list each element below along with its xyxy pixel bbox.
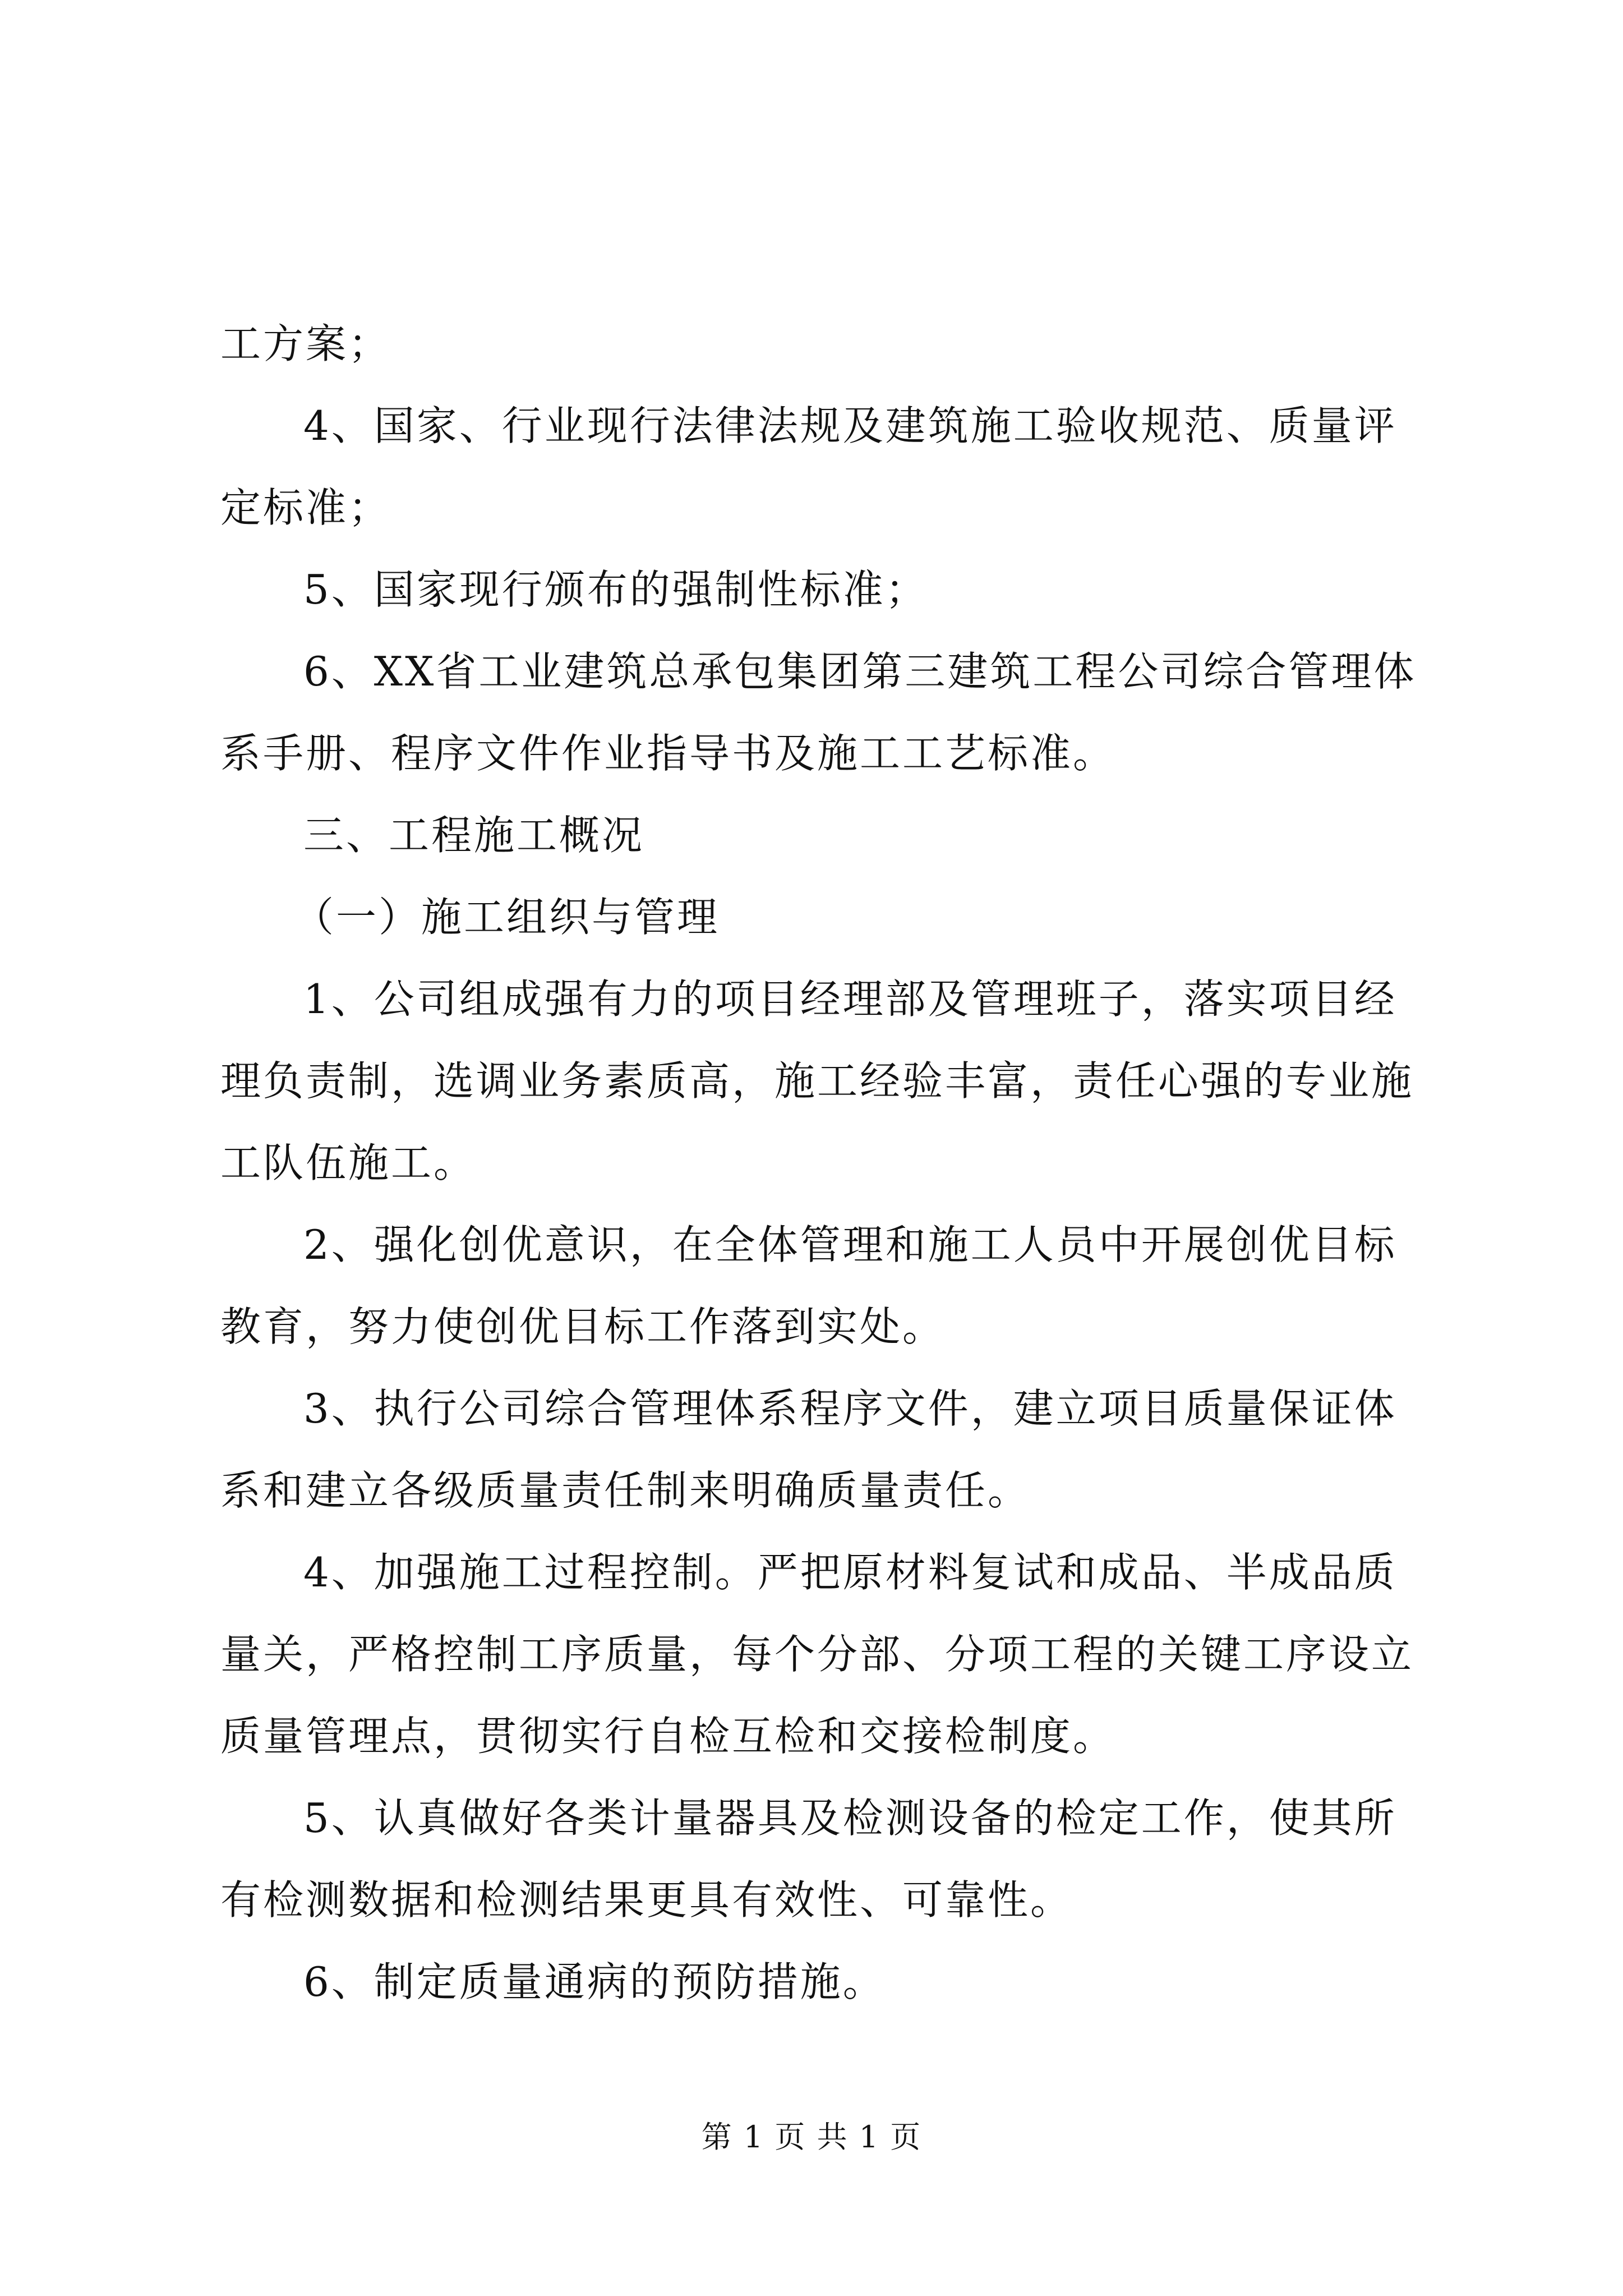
- paragraph-item-4: 4、国家、行业现行法律法规及建筑施工验收规范、质量评定标准；: [220, 402, 1397, 531]
- paragraph-continuation: 工方案；: [220, 320, 391, 367]
- management-item-4: 4、加强施工过程控制。严把原材料复试和成品、半成品质量关，严格控制工序质量，每个分部、分项工程的关键工序设立质量管理点，贯彻实行自检互检和交接检制度。: [220, 1549, 1414, 1760]
- management-item-2: 2、强化创优意识，在全体管理和施工人员中开展创优目标教育，努力使创优目标工作落到实处。: [220, 1221, 1397, 1350]
- management-item-6: 6、制定质量通病的预防措施。: [303, 1958, 886, 2005]
- paragraph-item-5: 5、国家现行颁布的强制性标准；: [303, 566, 928, 613]
- subsection-heading: （一）施工组织与管理: [293, 894, 720, 941]
- management-item-5: 5、认真做好各类计量器具及检测设备的检定工作，使其所有检测数据和检测结果更具有效性、可靠性。: [220, 1795, 1397, 1924]
- management-item-1: 1、公司组成强有力的项目经理部及管理班子，落实项目经理负责制，选调业务素质高，施工经验丰富，责任心强的专业施工队伍施工。: [220, 976, 1414, 1186]
- section-heading: 三、工程施工概况: [303, 812, 645, 859]
- document-body: [220, 303, 1421, 2023]
- paragraph-item-6: 6、XX省工业建筑总承包集团第三建筑工程公司综合管理体系手册、程序文件作业指导书及施工工艺标准。: [220, 648, 1417, 777]
- page-footer: 第 1 页 共 1 页: [701, 2119, 922, 2155]
- management-item-3: 3、执行公司综合管理体系程序文件，建立项目质量保证体系和建立各级质量责任制来明确质量责任。: [220, 1385, 1397, 1514]
